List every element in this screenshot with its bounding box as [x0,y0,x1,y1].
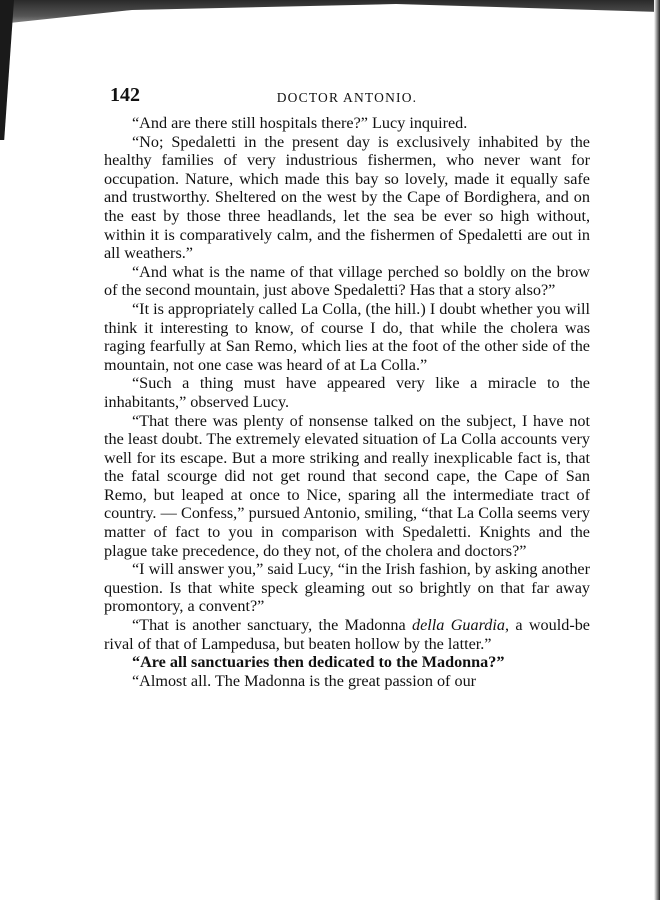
paragraph: “That there was plenty of nonsense talked on the subject, I have not the least doubt. The extremely elevated situation of La Colla accounts very well for its escape. But a more striking and really inexplicable fact is, that the fatal scourge did not get round that second cape, the Cape of San Remo, but leaped at once to Nice, sparing all the intermediate tract of country. — Confess,” pursued Antonio, smiling, “that La Colla seems very matter of fact to you in comparison with Spedaletti. Knights and the plague take precedence, do they not, of the cholera and doctors?” [104,411,590,560]
page-number: 142 [110,84,140,106]
paragraph-guardia [104,616,590,653]
paragraph: “Such a thing must have appeared very like a miracle to the inhabitants,” observed Lucy. [104,374,590,411]
paragraph: “It is appropriately called La Colla, (the hill.) I doubt whether you will think it interesting to know, of course I do, that while the cholera was raging fearfully at San Remo, which lies at the foot of the other side of the mountain, not one case was heard of at La Colla.” [104,299,590,374]
paragraph: “And what is the name of that village perched so boldly on the brow of the second mountain, just above Spedaletti? Has that a story also?” [104,262,590,300]
running-head: DOCTOR ANTONIO. [276,90,418,105]
paragraph: “I will answer you,” said Lucy, “in the Irish fashion, by asking another question. Is that white speck gleaming out so brightly on that far away promontory, a convent?” [104,560,590,616]
paragraph-last: “Almost all. The Madonna is the great passion of our [132,671,477,690]
paragraph-bold: “Are all sanctuaries then dedicated to the Madonna?” [132,653,505,672]
paragraph-guardia-after: , a would-be rival of that of Lampedusa, but beaten hollow by the latter.” [104,616,590,653]
page-header [104,84,590,114]
paragraph: “No; Spedaletti in the present day is exclusively inhabited by the healthy families of very industrious fishermen, who never want for occupation. Nature, which made this bay so lovely, made it equally safe and trustworthy. Sheltered on the west by the Cape of Bordighera, and on the east by those three headlands, let the sea be ever so high without, within it is comparatively calm, and the fishermen of Spedaletti are out in all weathers.” [104,132,590,263]
scan-shadow-top [0,0,660,40]
scan-shadow-right [654,0,660,900]
body-text [104,114,590,690]
italic-phrase: della Guardia [412,616,505,635]
book-page [104,84,590,690]
scan-shadow-left [0,0,14,140]
paragraph: “And are there still hospitals there?” Lucy inquired. [132,114,468,132]
paragraph-guardia-before: “That is another sanctuary, the Madonna [132,616,413,635]
